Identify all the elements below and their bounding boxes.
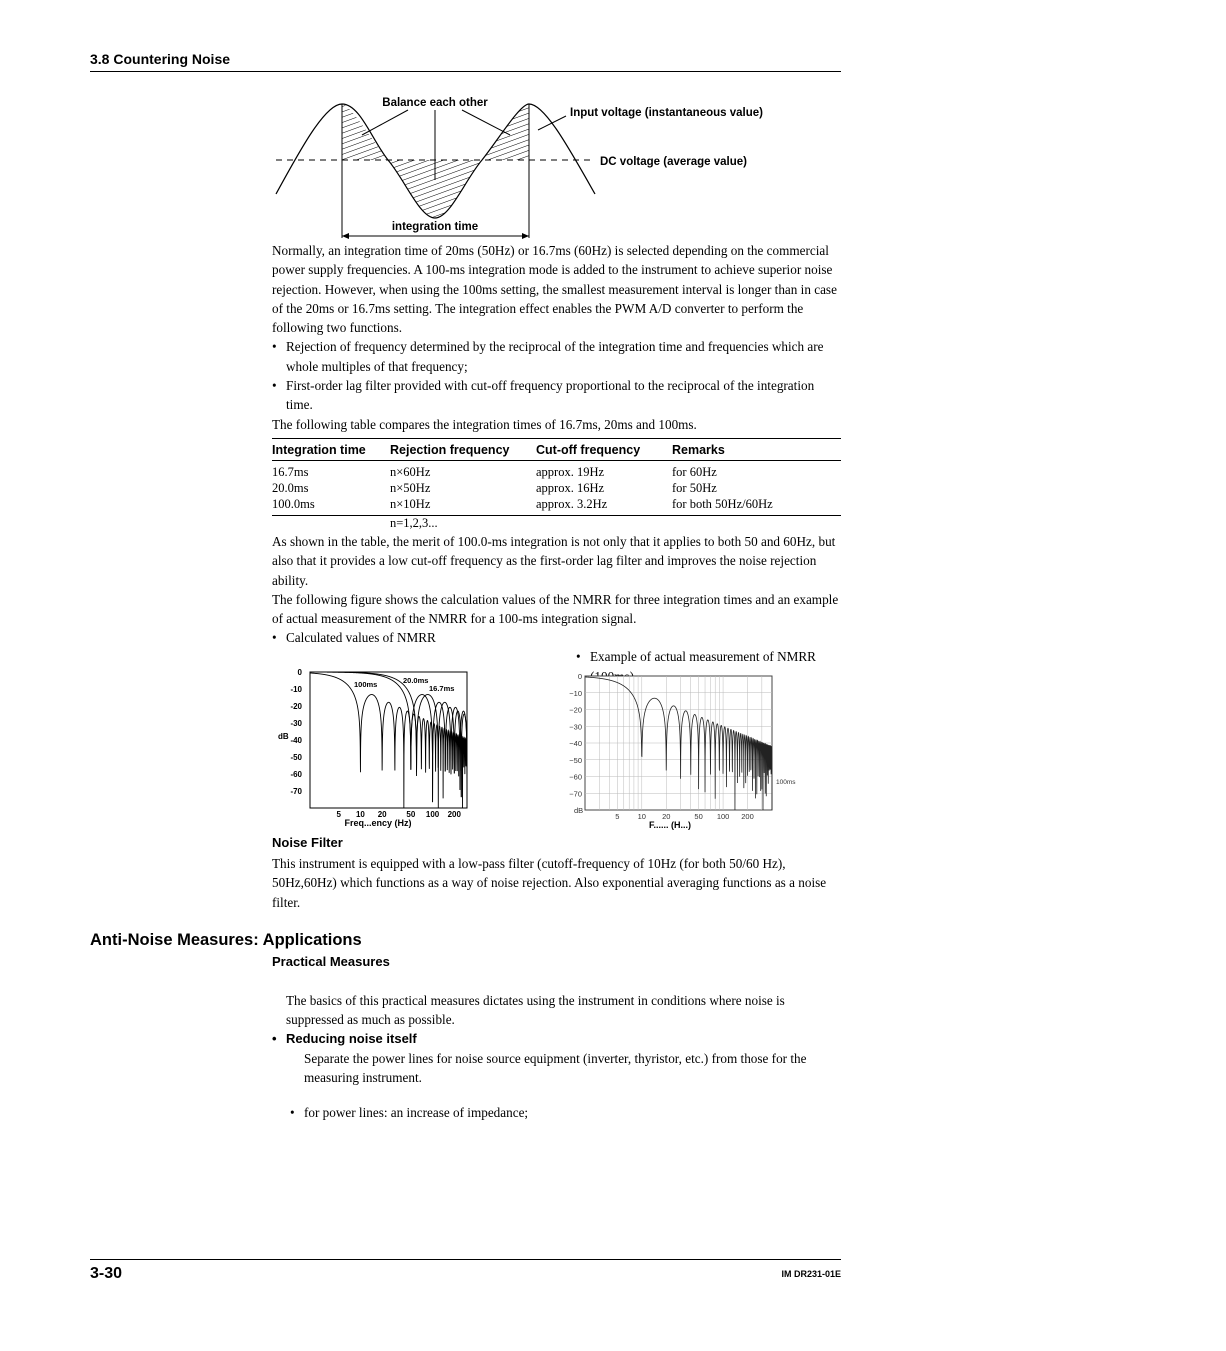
table-row: 20.0ms n×50Hz approx. 16Hz for 50Hz	[272, 481, 717, 495]
series-label-20ms: 20.0ms	[403, 676, 429, 685]
table-top-rule	[272, 438, 841, 439]
chart2-x-tick: 100	[716, 812, 730, 821]
chart1-y-tick: -70	[290, 787, 302, 796]
series-label-16-7ms: 16.7ms	[429, 684, 455, 693]
chart2-y-tick: −20	[569, 705, 582, 715]
chart2-y-tick: 0	[577, 672, 582, 681]
chart2-ylabel: dB	[574, 806, 584, 815]
input-voltage-label: Input voltage (instantaneous value)	[570, 107, 763, 119]
chart2-x-tick: 50	[694, 812, 703, 821]
chart2-x-tick: 5	[615, 812, 620, 821]
chart1-y-tick: -40	[290, 736, 302, 745]
chart1-ylabel: dB	[278, 732, 289, 741]
chart1-x-tick: 20	[377, 810, 387, 819]
col-cutoff-frequency: Cut-off frequency	[536, 443, 641, 457]
intro-paragraph: Normally, an integration time of 20ms (50Hz) or 16.7ms (60Hz) is selected depending on the commercial power supply frequencies. A 100-ms integration mode is added to the instrument to achieve superior noise rejection. However, when using the 100ms setting, the smallest measurement interval is longer than in case of the 20ms or 16.7ms setting. The integration effect enables the PWM A/D converter to perform the following two functions.	[272, 243, 837, 336]
col-remarks: Remarks	[672, 443, 725, 457]
table-intro: The following table compares the integration times of 16.7ms, 20ms and 100ms.	[272, 416, 697, 432]
chart2-y-tick: −40	[569, 739, 582, 748]
chart1-x-tick: 200	[447, 810, 461, 819]
chart2-x-tick: 10	[637, 812, 646, 821]
nmrr-measured-chart	[560, 668, 800, 830]
integration-time-label: integration time	[391, 221, 479, 233]
chart1-x-tick: 10	[355, 810, 365, 819]
chart1-xlabel: Freq...ency (Hz)	[344, 818, 412, 828]
col-rejection-frequency: Rejection frequency	[390, 443, 510, 457]
nmrr-calculated-chart	[268, 664, 473, 828]
reducing-noise-heading: • Reducing noise itself	[272, 1031, 1226, 1046]
chart2-y-tick: −30	[569, 722, 582, 732]
power-lines-text: Separate the power lines for noise source equipment (inverter, thyristor, etc.) from those for the measuring instrument.	[304, 1051, 807, 1086]
balance-label: Balance each other	[382, 97, 488, 109]
chart2-y-tick: −60	[569, 772, 582, 782]
noise-filter-heading: Noise Filter	[272, 835, 343, 850]
practical-measures-heading: Practical Measures	[272, 954, 390, 969]
after-table-section	[272, 532, 842, 628]
chart1-y-tick: -20	[290, 702, 302, 711]
table-row: 100.0ms n×10Hz approx. 3.2Hz for both 50Hz/60Hz	[272, 496, 841, 516]
chart2-y-tick: −10	[569, 688, 582, 698]
intro-section	[272, 241, 842, 434]
noise-filter-text: This instrument is equipped with a low-pass filter (cutoff-frequency of 10Hz (for both 50/60 Hz), 50Hz,60Hz) which functions as a way of noise rejection. Also exponential averaging functions as a noise filter.	[272, 856, 827, 910]
integration-diagram	[270, 90, 790, 240]
chart2-x-tick: 200	[741, 812, 754, 821]
bullet-actual: • Example of actual measurement of NMRR	[576, 647, 856, 686]
table-row: 16.7ms n×60Hz approx. 19Hz for 60Hz	[272, 465, 717, 479]
power-lines-bullet: • for power lines: an increase of impedance;	[290, 1103, 856, 1122]
bullet-rejection: • Rejection of frequency determined by the reciprocal of the integration time and frequencies which are whole multiples of that frequency;	[272, 337, 842, 376]
col-integration-time: Integration time	[272, 443, 366, 457]
chart1-y-tick: -30	[290, 719, 302, 728]
dc-voltage-label: DC voltage (average value)	[600, 156, 748, 168]
applications-heading: Anti-Noise Measures: Applications	[90, 931, 362, 949]
integration-table	[272, 440, 841, 516]
bullet-lag-filter: • First-order lag filter provided with cut-off frequency proportional to the reciprocal of the integration time.	[272, 376, 842, 415]
merit-paragraph: As shown in the table, the merit of 100.0-ms integration is not only that it applies to both 50 and 60Hz, but also that it provides a low cut-off frequency as the first-order lag filter and improves the noise rejection ability.	[272, 534, 836, 588]
running-header: 3.8 Countering Noise	[90, 51, 231, 67]
basics-text: The basics of this practical measures dictates using the instrument in conditions where noise is suppressed as much as possible.	[286, 993, 785, 1028]
bullet-calculated: • Calculated values of NMRR	[272, 628, 566, 647]
chart1-y-tick: -60	[290, 770, 302, 779]
chart2-y-tick: −50	[569, 755, 582, 765]
page-number: 3-30	[90, 1265, 123, 1282]
chart2-y-tick: −70	[569, 789, 582, 799]
header-rule	[90, 71, 841, 72]
chart1-y-tick: -50	[290, 753, 302, 762]
chart1-x-tick: 100	[425, 810, 440, 819]
chart2-x-tick: 20	[662, 812, 671, 821]
chart2-series-label: 100ms	[776, 779, 796, 786]
document-id: IM DR231-01E	[781, 1269, 841, 1279]
chart1-y-tick: -10	[290, 685, 302, 694]
table-note: n=1,2,3...	[390, 516, 438, 530]
chart1-y-tick: 0	[297, 668, 302, 677]
chart1-x-tick: 5	[336, 810, 341, 819]
series-label-100ms: 100ms	[354, 680, 378, 689]
footer-rule	[90, 1259, 841, 1260]
chart2-xlabel: F...... (H...)	[649, 820, 691, 830]
chart1-x-tick: 50	[406, 810, 416, 819]
figure-intro-paragraph: The following figure shows the calculation values of the NMRR for three integration times and an example of actual measurement of the NMRR for a 100-ms integration signal.	[272, 591, 839, 627]
